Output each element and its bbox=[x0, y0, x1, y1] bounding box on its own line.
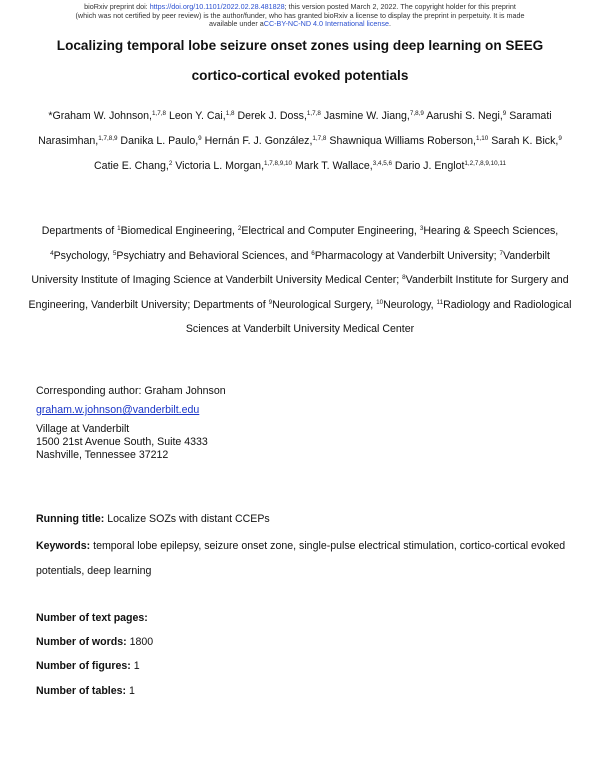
keywords-label: Keywords: bbox=[36, 540, 91, 552]
address-line-3: Nashville, Tennessee 37212 bbox=[36, 449, 169, 461]
author bbox=[205, 135, 327, 147]
corresponding-label: Corresponding author: Graham Johnson bbox=[36, 385, 226, 397]
department-number: 4 bbox=[50, 249, 54, 257]
author-name: Hernán F. J. González, bbox=[204, 135, 313, 147]
department-number: 1 bbox=[117, 225, 121, 232]
author bbox=[48, 110, 166, 122]
count-text-pages bbox=[36, 612, 148, 625]
department-name: Electrical and Computer Engineering, bbox=[241, 225, 420, 237]
author-affiliation: 9 bbox=[502, 110, 507, 117]
author bbox=[395, 160, 506, 172]
author-affiliation: 1,7,8 bbox=[312, 135, 327, 142]
department-number: 5 bbox=[112, 249, 117, 257]
running-title-label: Running title: bbox=[36, 513, 105, 525]
author bbox=[169, 110, 235, 122]
department-number: 7 bbox=[499, 249, 504, 257]
author-affiliation: 7,8,9 bbox=[409, 110, 424, 117]
author-affiliation: 1,7,8,9 bbox=[98, 135, 118, 142]
running-title bbox=[36, 513, 270, 526]
author-name: Shawniqua Williams Roberson, bbox=[329, 135, 476, 147]
author-affiliation: 1,7,8,9,10 bbox=[264, 160, 293, 167]
department-name: Hearing & Speech Sciences, bbox=[423, 225, 559, 237]
author-name: Derek J. Doss, bbox=[237, 110, 307, 122]
author-name: Catie E. Chang, bbox=[94, 160, 169, 172]
department-name: Vanderbilt Institute for Surgery and Engineering, Vanderbilt University; Departments of bbox=[28, 274, 569, 311]
department-prefix: Departments of bbox=[41, 225, 118, 237]
address-line-2: 1500 21st Avenue South, Suite 4333 bbox=[36, 436, 208, 448]
author-list bbox=[30, 104, 570, 179]
author-name: *Graham W. Johnson, bbox=[48, 110, 152, 122]
author-affiliation: 2 bbox=[168, 160, 173, 167]
department-number: 10 bbox=[376, 298, 384, 306]
author bbox=[329, 135, 488, 147]
tables-label: Number of tables: bbox=[36, 685, 127, 697]
notice-line-3: available under aCC-BY-NC-ND 4.0 International license. bbox=[209, 19, 391, 29]
author-name: Victoria L. Morgan, bbox=[175, 160, 265, 172]
doi-link[interactable]: https://doi.org/10.1101/2022.02.28.481828 bbox=[149, 2, 285, 11]
license-link[interactable]: CC-BY-NC-ND 4.0 International license bbox=[263, 19, 389, 29]
department-name: Psychiatry and Behavioral Sciences, and bbox=[116, 249, 312, 262]
department-name: Biomedical Engineering, bbox=[120, 225, 238, 237]
department-name: Neurological Surgery, bbox=[272, 298, 377, 311]
author-name: Dario J. Englot bbox=[394, 160, 465, 172]
department-name: Psychology, bbox=[53, 249, 113, 262]
department-name: Vanderbilt University Institute of Imaging Science at Vanderbilt University Medical Center; bbox=[31, 249, 550, 286]
author-name: Danika L. Paulo, bbox=[120, 135, 199, 147]
tables-value: 1 bbox=[129, 685, 135, 697]
notice-line-1: bioRxiv preprint doi: https://doi.org/10.1101/2022.02.28.481828; this version posted March 2, 2022. The copyright holder for this preprint bbox=[84, 2, 516, 11]
department-number: 2 bbox=[237, 225, 242, 232]
author-affiliation: 1,7,8 bbox=[306, 110, 321, 117]
email-link[interactable]: graham.w.johnson@vanderbilt.edu bbox=[36, 404, 200, 416]
author-name: Aarushi S. Negi, bbox=[426, 110, 503, 122]
address-line-1: Village at Vanderbilt bbox=[36, 423, 130, 435]
corresponding-author bbox=[36, 385, 226, 462]
department-number: 9 bbox=[268, 298, 273, 306]
words-label: Number of words: bbox=[36, 636, 127, 648]
department-name: Pharmacology at Vanderbilt University; bbox=[314, 249, 500, 262]
notice-line-2: (which was not certified by peer review) is the author/funder, who has granted bioRxiv a license to display the preprint in perpetuity. It is made bbox=[75, 10, 525, 20]
keywords-value: temporal lobe epilepsy, seizure onset zone, single-pulse electrical stimulation, cortico-cortical evoked potentials, deep learning bbox=[36, 540, 566, 577]
author-affiliation: 1,10 bbox=[476, 135, 489, 142]
author-name: Saramati Narasimhan, bbox=[38, 110, 552, 147]
author bbox=[491, 135, 562, 147]
author bbox=[426, 110, 506, 122]
figures-label: Number of figures: bbox=[36, 660, 131, 672]
author-name: Jasmine W. Jiang, bbox=[323, 110, 410, 122]
author-affiliation: 1,2,7,8,9,10,11 bbox=[464, 160, 506, 167]
author bbox=[175, 160, 292, 172]
author-affiliation: 1,8 bbox=[225, 110, 235, 117]
department-number: 6 bbox=[311, 249, 315, 257]
author bbox=[94, 160, 172, 172]
author-affiliation: 1,7,8 bbox=[152, 110, 167, 117]
author-affiliation: 3,4,5,6 bbox=[372, 160, 392, 167]
text-pages-label: Number of text pages: bbox=[36, 612, 148, 624]
author-name: Mark T. Wallace, bbox=[294, 160, 373, 172]
department-name: Neurology, bbox=[383, 298, 437, 311]
author bbox=[324, 110, 424, 122]
count-tables bbox=[36, 685, 135, 698]
count-figures bbox=[36, 660, 140, 673]
author-affiliation: 9 bbox=[558, 135, 562, 142]
words-value: 1800 bbox=[129, 636, 154, 648]
author-affiliation: 9 bbox=[198, 135, 202, 142]
paper-title-line-2: cortico-cortical evoked potentials bbox=[191, 68, 409, 83]
author bbox=[295, 160, 392, 172]
author-name: Sarah K. Bick, bbox=[491, 135, 559, 147]
count-words bbox=[36, 636, 153, 649]
author bbox=[237, 110, 320, 122]
running-title-value: Localize SOZs with distant CCEPs bbox=[107, 513, 270, 525]
paper-title-line-1: Localizing temporal lobe seizure onset zones using deep learning on SEEG bbox=[56, 38, 544, 53]
department-number: 3 bbox=[419, 225, 424, 232]
department-number: 8 bbox=[402, 274, 406, 281]
department-name: Radiology and Radiological Sciences at Vanderbilt University Medical Center bbox=[185, 298, 572, 335]
keywords bbox=[36, 534, 566, 583]
author bbox=[120, 135, 201, 147]
preprint-notice bbox=[0, 3, 600, 29]
author-name: Leon Y. Cai, bbox=[168, 110, 226, 122]
figures-value: 1 bbox=[133, 660, 140, 672]
department-number: 11 bbox=[436, 298, 444, 306]
affiliations bbox=[28, 219, 572, 342]
